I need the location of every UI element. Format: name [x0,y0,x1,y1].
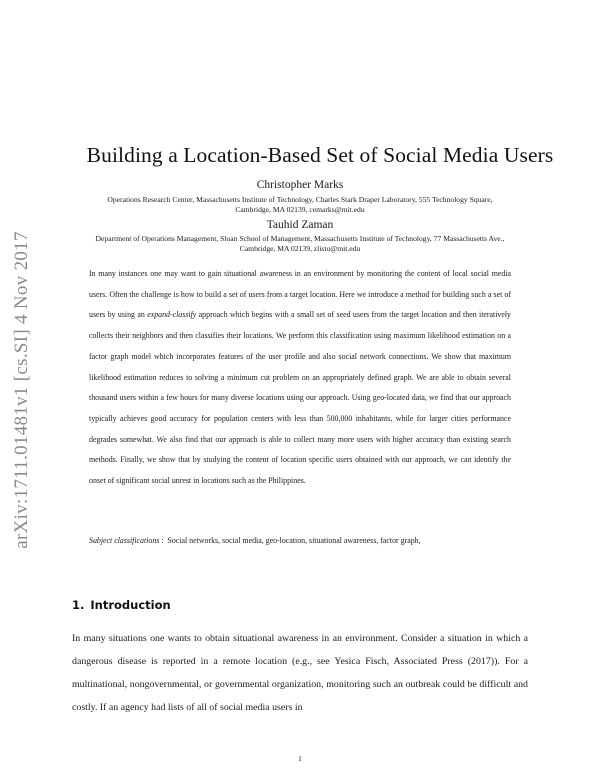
section-number: 1. [72,598,85,612]
abstract-emphasis: expand-classify [147,310,197,320]
arxiv-identifier-text: arXiv:1711.01481v1 [cs.SI] 4 Nov 2017 [11,231,32,549]
author-name-2: Tauhid Zaman [266,219,334,231]
author-affiliation-1: Operations Research Center, Massachusetts Institute of Technology, Charles Stark Draper Laboratory, 555 Technology Square, Cambridge, MA 02139, cemarks@mit.edu [107,195,493,214]
section-title: Introduction [90,598,171,612]
subject-classifications [89,536,519,545]
abstract-text-end: approach which begins with a small set of seed users from the target location and then iteratively collects their neighbors and then classifies their locations. We perform this classification using maximum likelihood estimation on a factor graph model which incorporates features of the user profile and also social network connections. We show that maximum likelihood estimation reduces to solving a minimum cut problem on an appropriately defined graph. We are able to obtain several thousand users within a few hours for many diverse locations using our approach. Using geo-located data, we find that our approach typically achieves good accuracy for population centers with less than 500,000 inhabitants, while for larger cities performance degrades somewhat. We also find that our approach is able to collect many more users with higher accuracy than existing search methods. Finally, we show that by studying the content of location specific users obtained with our approach, we can identify the onset of significant social unrest in locations such as the Philippines. [89,310,512,486]
subject-classifications-separator: : [159,536,164,545]
paper-title: Building a Location-Based Set of Social Media Users [86,143,554,167]
section-heading-introduction [72,598,171,612]
abstract-text-start: In many instances one may want to gain situational awareness in an environment by monitoring the content of local social media users. Often the challenge is how to build a set of users from a target location. Here we introduce a method for building such a set of users by using an [89,269,511,320]
author-affiliation-2: Department of Operations Management, Sloan School of Management, Massachusetts Institute of Technology, 77 Massachusetts Ave., Cambridge, MA 02139, zlisto@mit.edu [95,234,505,253]
introduction-paragraph: In many situations one wants to obtain situational awareness in an environment. Consider a situation in which a dangerous disease is reported in a remote location (e.g., see Yesica Fisch, Associated Press (2017)). For a multinational, nongovernmental, or governmental organization, monitoring such an outbreak could be difficult and costly. If an agency had lists of all of social media users in [72,633,528,713]
arxiv-identifier-stamp [0,0,44,776]
subject-classifications-list: Social networks, social media, geo-location, situational awareness, factor graph, [167,536,421,545]
abstract [89,264,511,492]
subject-classifications-label: Subject classifications [89,536,160,545]
page-number: 1 [298,754,302,763]
author-name-1: Christopher Marks [256,179,344,191]
